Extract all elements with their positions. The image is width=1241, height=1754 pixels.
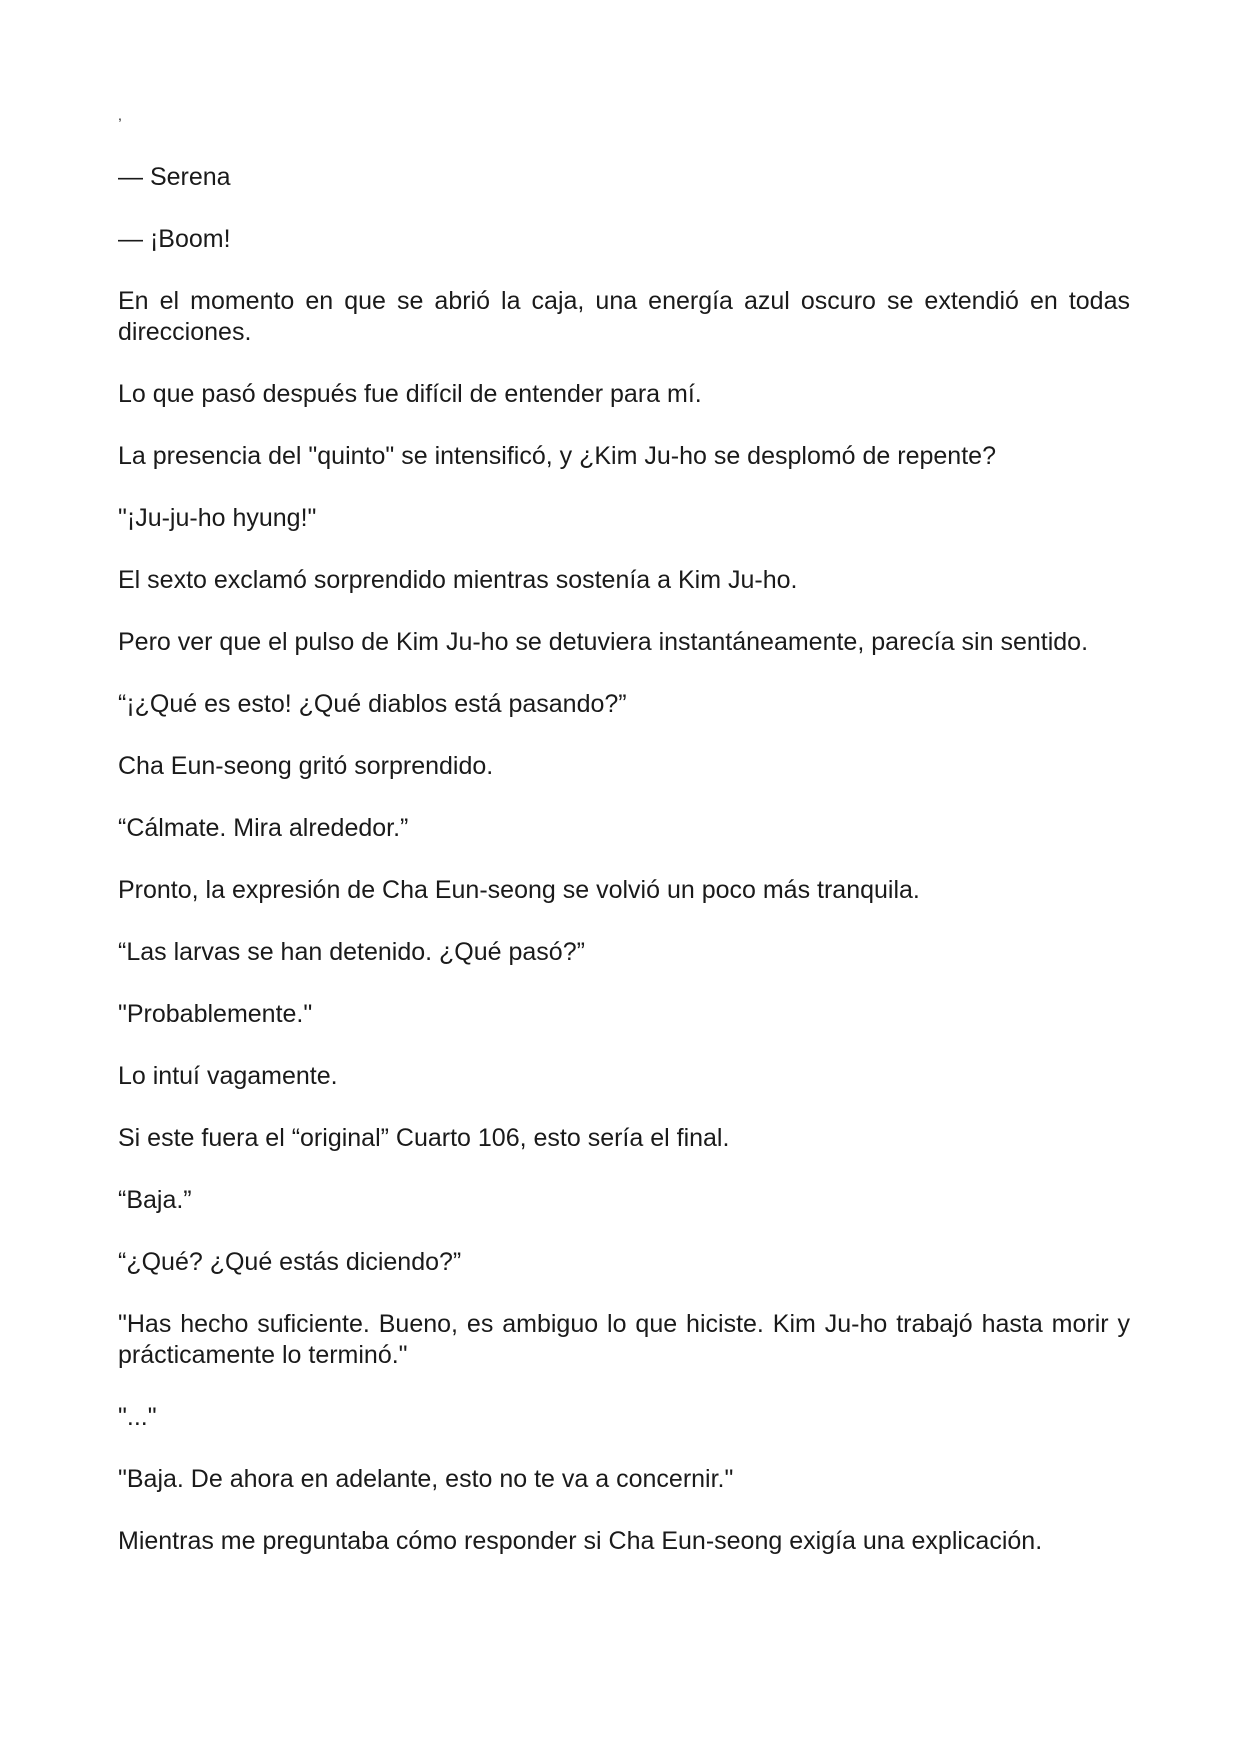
paragraph: "Baja. De ahora en adelante, esto no te va a concernir." [118, 1465, 734, 1493]
paragraph: La presencia del "quinto" se intensificó, y ¿Kim Ju-ho se desplomó de repente? [118, 442, 996, 470]
paragraph: Si este fuera el “original” Cuarto 106, esto sería el final. [118, 1124, 730, 1152]
paragraph: “Baja.” [118, 1186, 192, 1214]
paragraph: Lo intuí vagamente. [118, 1062, 338, 1090]
paragraph: Pero ver que el pulso de Kim Ju-ho se detuviera instantáneamente, parecía sin sentido. [118, 628, 1089, 656]
paragraph: "¡Ju-ju-ho hyung!" [118, 504, 317, 532]
paragraph: Lo que pasó después fue difícil de entender para mí. [118, 380, 702, 408]
paragraph: "..." [118, 1403, 157, 1431]
stray-mark: , [118, 107, 122, 123]
paragraph: El sexto exclamó sorprendido mientras sostenía a Kim Ju-ho. [118, 566, 798, 594]
document-body [118, 100, 1130, 1588]
paragraph: “¡¿Qué es esto! ¿Qué diablos está pasando?” [118, 690, 627, 718]
paragraph: Pronto, la expresión de Cha Eun-seong se volvió un poco más tranquila. [118, 876, 920, 904]
paragraph: "Probablemente." [118, 1000, 313, 1028]
paragraph: “Cálmate. Mira alrededor.” [118, 814, 409, 842]
paragraph: — Serena [118, 163, 231, 191]
paragraph: "Has hecho suficiente. Bueno, es ambiguo lo que hiciste. Kim Ju-ho trabajó hasta morir y prácticamente lo terminó." [118, 1310, 1130, 1369]
paragraph: Mientras me preguntaba cómo responder si Cha Eun-seong exigía una explicación. [118, 1527, 1043, 1555]
paragraph: En el momento en que se abrió la caja, una energía azul oscuro se extendió en todas direcciones. [118, 287, 1130, 346]
paragraph: Cha Eun-seong gritó sorprendido. [118, 752, 494, 780]
paragraph: — ¡Boom! [118, 225, 231, 253]
paragraph: “Las larvas se han detenido. ¿Qué pasó?” [118, 938, 585, 966]
paragraph: “¿Qué? ¿Qué estás diciendo?” [118, 1248, 462, 1276]
